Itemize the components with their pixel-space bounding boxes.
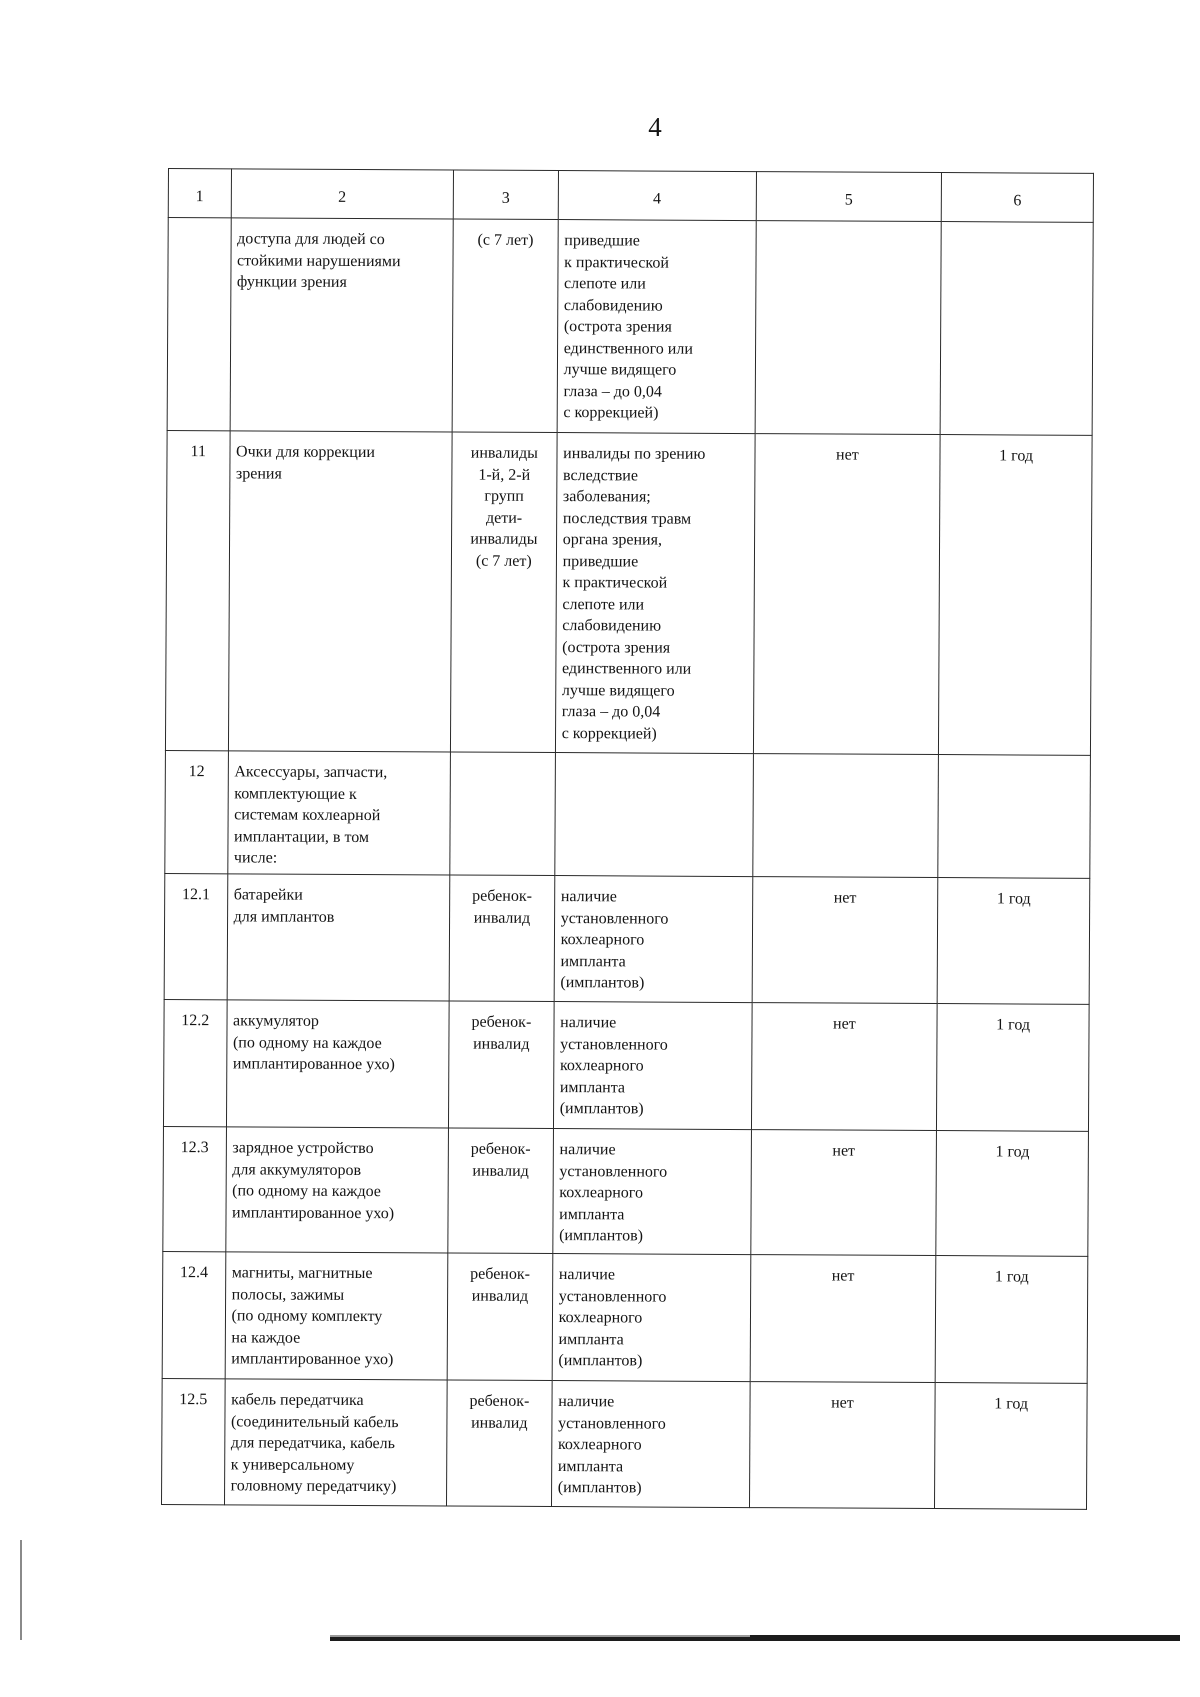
row-number: 11 xyxy=(165,430,229,750)
usage-period xyxy=(938,755,1090,879)
item-name: аккумулятор (по одному на каждое имплантированное ухо) xyxy=(226,1000,449,1128)
recipient-category: ребенок- инвалид xyxy=(447,1380,552,1507)
recipient-category: ребенок- инвалид xyxy=(448,1128,553,1254)
row-number: 12.1 xyxy=(164,873,227,999)
usage-period: 1 год xyxy=(935,1256,1087,1384)
recipient-category: ребенок- инвалид xyxy=(449,875,554,1002)
header-cell: 4 xyxy=(558,171,756,221)
column-5-value: нет xyxy=(753,434,940,755)
column-5-value: нет xyxy=(750,1130,936,1256)
item-name: Очки для коррекции зрения xyxy=(228,431,452,752)
column-5-value: нет xyxy=(752,877,938,1004)
recipient-category: ребенок- инвалид xyxy=(447,1253,552,1381)
item-name: Аксессуары, запчасти, комплектующие к системам кохлеарной имплантации, в том числе: xyxy=(227,751,450,875)
header-cell: 1 xyxy=(168,169,231,218)
medical-indication: наличие установленного кохлеарного импланта (имплантов) xyxy=(554,876,753,1003)
column-5-value: нет xyxy=(749,1382,935,1509)
table-row xyxy=(167,218,1093,436)
assistive-devices-table xyxy=(161,168,1094,1510)
row-number: 12.4 xyxy=(162,1251,225,1378)
medical-indication: инвалиды по зрению вследствие заболевания; последствия травм органа зрения, приведшие к практической слепоте или слабовидению (острота зрения единственного или лучше видящего глаза – до 0,04 с коррекцией) xyxy=(555,433,755,754)
usage-period: 1 год xyxy=(937,1004,1089,1132)
table-row xyxy=(163,999,1089,1131)
medical-indication: наличие установленного кохлеарного импланта (имплантов) xyxy=(553,1002,752,1130)
scan-edge-line-faded xyxy=(330,1635,750,1637)
column-5-value xyxy=(755,221,942,435)
recipient-category: (с 7 лет) xyxy=(452,219,558,433)
column-5-value xyxy=(752,754,938,878)
medical-indication: наличие установленного кохлеарного импланта (имплантов) xyxy=(552,1129,751,1255)
medical-indication xyxy=(554,753,753,877)
row-number: 12 xyxy=(165,750,228,873)
table-row xyxy=(163,1126,1089,1256)
row-number: 12.2 xyxy=(163,999,226,1126)
usage-period: 1 год xyxy=(935,1383,1087,1510)
table-row xyxy=(162,1378,1088,1509)
medical-indication: наличие установленного кохлеарного импланта (имплантов) xyxy=(551,1381,750,1508)
table-row xyxy=(164,873,1090,1004)
table-row xyxy=(162,1251,1088,1383)
recipient-category xyxy=(450,752,555,876)
row-number xyxy=(167,218,231,431)
recipient-category: ребенок- инвалид xyxy=(449,1001,554,1129)
usage-period: 1 год xyxy=(939,435,1092,756)
column-5-value: нет xyxy=(750,1255,936,1383)
table-row xyxy=(165,430,1092,755)
header-cell: 3 xyxy=(453,170,558,220)
usage-period: 1 год xyxy=(937,878,1089,1005)
header-cell: 5 xyxy=(756,172,942,222)
medical-indication: приведшие к практической слепоте или слабовидению (острота зрения единственного или лучше видящего глаза – до 0,04 с коррекцией) xyxy=(557,220,756,434)
row-number: 12.3 xyxy=(163,1126,226,1251)
page-number: 4 xyxy=(648,112,662,142)
item-name: кабель передатчика (соединительный кабель для передатчика, кабель к универсальному головному передатчику) xyxy=(224,1379,447,1506)
header-cell: 2 xyxy=(231,169,454,219)
item-name: доступа для людей со стойкими нарушениями функции зрения xyxy=(230,218,454,432)
item-name: зарядное устройство для аккумуляторов (по одному на каждое имплантированное ухо) xyxy=(225,1127,448,1253)
usage-period xyxy=(940,222,1093,436)
usage-period: 1 год xyxy=(936,1131,1088,1257)
header-cell: 6 xyxy=(941,173,1093,223)
scan-left-edge-mark xyxy=(20,1540,22,1640)
medical-indication: наличие установленного кохлеарного импланта (имплантов) xyxy=(552,1254,751,1382)
table-row xyxy=(165,750,1091,878)
row-number: 12.5 xyxy=(162,1378,225,1504)
item-name: магниты, магнитные полосы, зажимы (по одному комплекту на каждое имплантированное ухо) xyxy=(225,1252,448,1380)
column-5-value: нет xyxy=(751,1003,937,1131)
item-name: батарейки для имплантов xyxy=(227,874,450,1001)
table-header-row xyxy=(168,169,1093,223)
recipient-category: инвалиды 1-й, 2-й групп дети- инвалиды (с 7 лет) xyxy=(451,432,557,753)
